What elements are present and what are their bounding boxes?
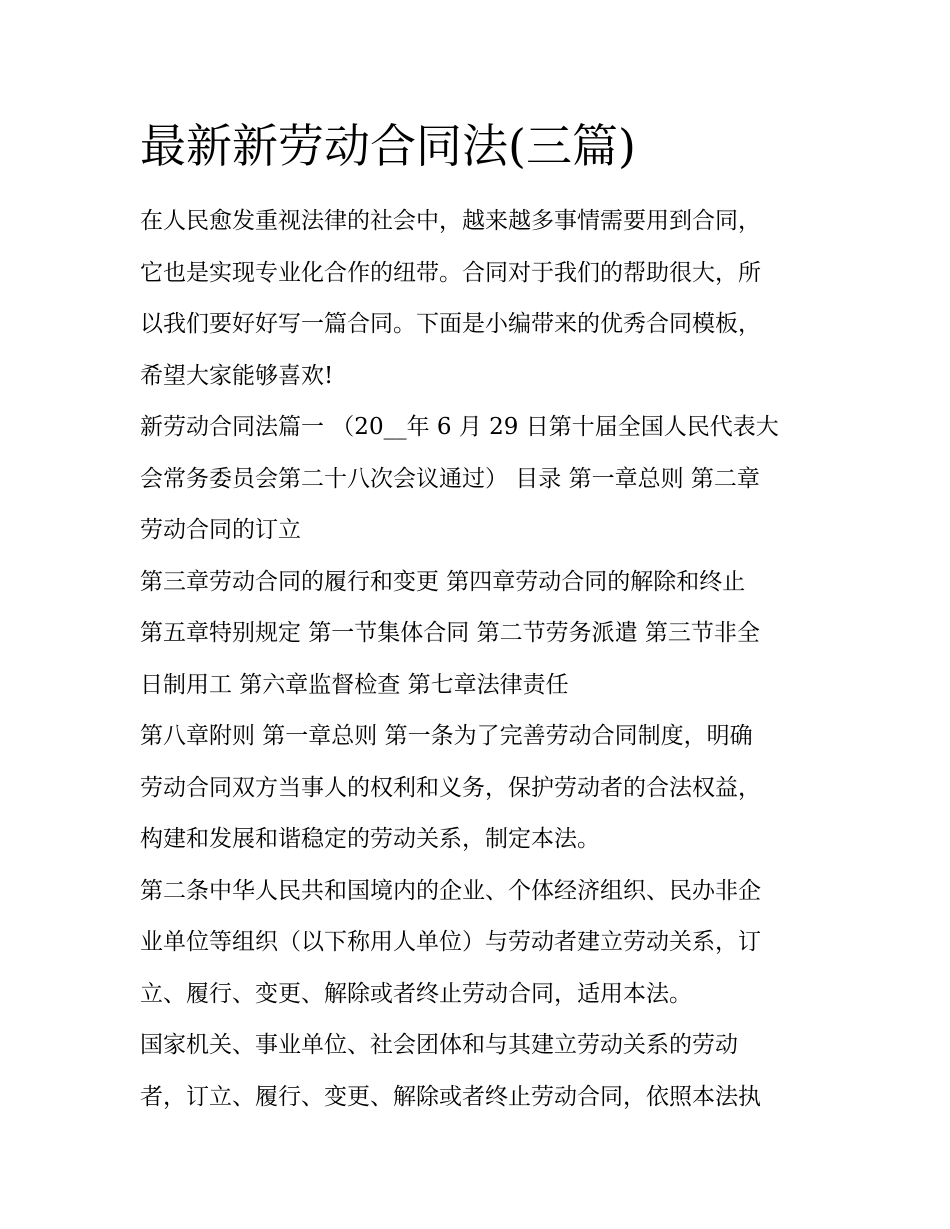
body-line: 业单位等组织（以下称用人单位）与劳动者建立劳动关系，订 [140,929,761,955]
body-line: 会常务委员会第二十八次会议通过） 目录 第一章总则 第二章 [140,465,760,492]
body-line: 希望大家能够喜欢! [140,362,334,389]
body-line: 在人民愈发重视法律的社会中，越来越多事情需要用到合同， [140,208,761,234]
body-line: 新劳动合同法篇一 （20__年 6 月 29 日第十届全国人民代表大 [140,414,779,440]
body-line: 劳动合同双方当事人的权利和义务，保护劳动者的合法权益， [140,774,761,801]
body-line: 第五章特别规定 第一节集体合同 第二节劳务派遣 第三节非全 [140,620,760,646]
body-line: 立、履行、变更、解除或者终止劳动合同，适用本法。 [140,980,692,1007]
body-line: 第八章附则 第一章总则 第一条为了完善劳动合同制度，明确 [140,723,753,749]
body-line: 国家机关、事业单位、社会团体和与其建立劳动关系的劳动 [140,1032,738,1058]
document-body [140,196,815,1123]
body-line: 者，订立、履行、变更、解除或者终止劳动合同，依照本法执 [140,1083,761,1110]
body-line: 它也是实现专业化合作的纽带。合同对于我们的帮助很大，所 [140,259,761,286]
body-line: 构建和发展和谐稳定的劳动关系，制定本法。 [140,826,600,852]
body-line: 日制用工 第六章监督检查 第七章法律责任 [140,671,569,698]
body-line: 第二条中华人民共和国境内的企业、个体经济组织、民办非企 [140,877,761,904]
body-line: 第三章劳动合同的履行和变更 第四章劳动合同的解除和终止 [140,568,746,595]
body-line: 劳动合同的订立 [140,517,301,543]
body-line: 以我们要好好写一篇合同。下面是小编带来的优秀合同模板， [140,311,761,337]
document-title: 最新新劳动合同法(三篇) [140,119,636,173]
